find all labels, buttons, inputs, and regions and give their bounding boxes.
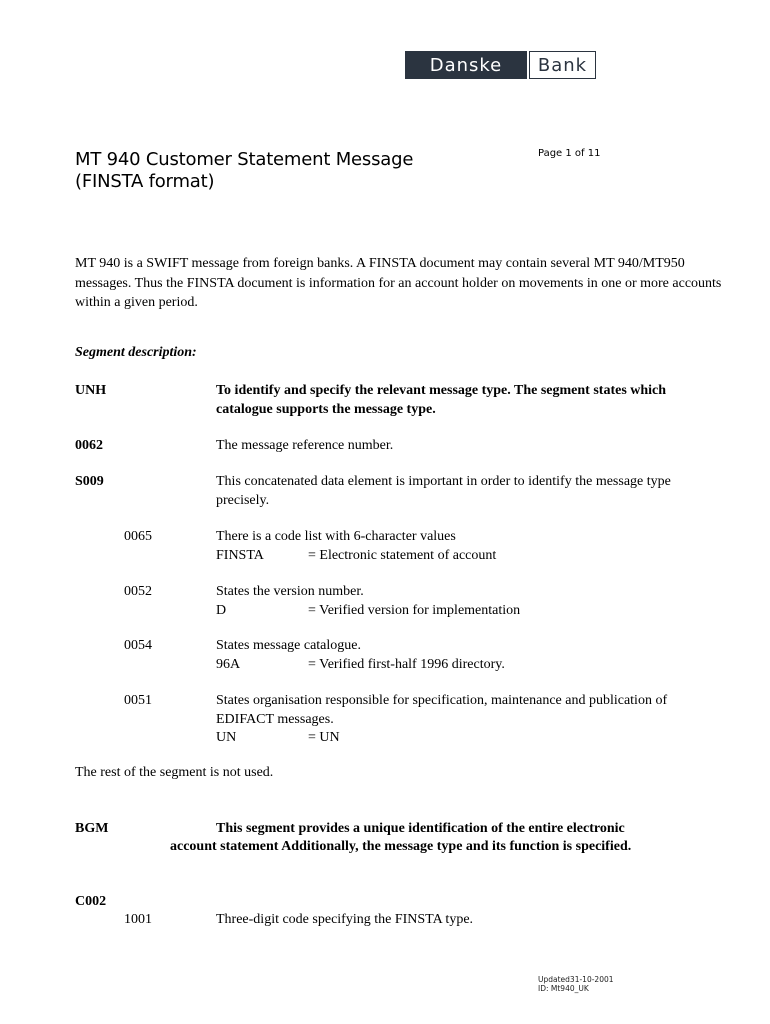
element-0065-key: FINSTA	[216, 547, 264, 563]
element-0052-line-1: States the version number.	[216, 584, 364, 599]
bgm-line-1: This segment provides a unique identification of the entire electronic	[216, 821, 625, 836]
element-0065-description	[216, 528, 726, 565]
unh-line-1: To identify and specify the relevant message type. The segment states which	[216, 383, 667, 398]
element-0052-value: = Verified version for implementation	[308, 602, 521, 618]
element-0054-value-row	[216, 656, 726, 675]
element-0051-line-2: EDIFACT messages.	[216, 711, 334, 727]
bgm-line-2: account statement Additionally, the message type and its function is specified.	[170, 839, 632, 854]
c002-code: C002	[75, 894, 107, 909]
element-0051-key: UN	[216, 730, 237, 745]
element-0054-value: = Verified first-half 1996 directory.	[308, 656, 505, 672]
element-0062-description: The message reference number.	[216, 438, 394, 453]
page-number: Page 1 of 11	[538, 148, 601, 159]
logo-bank: Bank	[529, 51, 596, 79]
title-line-2: (FINSTA format)	[75, 171, 215, 192]
element-0054-description	[216, 637, 726, 674]
danske-bank-logo	[405, 51, 596, 79]
element-0051-value-row	[216, 729, 726, 748]
s009-code: S009	[75, 474, 104, 489]
element-0052-key: D	[216, 602, 227, 618]
unh-code: UNH	[75, 383, 107, 398]
document-title	[75, 149, 413, 193]
element-0062-code: 0062	[75, 438, 103, 453]
element-0054-line-1: States message catalogue.	[216, 638, 362, 653]
logo-danske: Danske	[405, 51, 527, 79]
element-1001-description: Three-digit code specifying the FINSTA type.	[216, 912, 474, 927]
element-0051-code: 0051	[124, 693, 152, 708]
s009-line-1: This concatenated data element is important in order to identify the message type	[216, 474, 671, 489]
bgm-code: BGM	[75, 821, 109, 836]
s009-description	[216, 473, 726, 510]
element-0051-value: = UN	[308, 730, 340, 745]
element-0065-value-row	[216, 547, 726, 566]
element-0052-code: 0052	[124, 584, 152, 599]
unh-description	[216, 382, 726, 419]
intro-paragraph: MT 940 is a SWIFT message from foreign banks. A FINSTA document may contain several MT 940/MT950 messages. Thus the FINSTA document is information for an account holder on movements in one or more accounts within a given period.	[75, 256, 722, 310]
title-line-1: MT 940 Customer Statement Message	[75, 149, 414, 170]
element-0054-code: 0054	[124, 638, 152, 653]
element-0065-line-1: There is a code list with 6-character values	[216, 529, 456, 544]
rest-of-segment-note: The rest of the segment is not used.	[75, 765, 274, 780]
footer-id: ID: Mt940_UK	[538, 984, 589, 993]
element-0054-key: 96A	[216, 656, 241, 672]
element-0052-value-row	[216, 602, 726, 621]
footer-updated: Updated31-10-2001	[538, 975, 614, 984]
element-0051-description	[216, 692, 726, 748]
footer	[538, 975, 614, 993]
element-0052-description	[216, 583, 726, 620]
element-0051-line-1: States organisation responsible for specification, maintenance and publication of	[216, 693, 668, 708]
segment-description-heading: Segment description:	[75, 345, 197, 360]
unh-line-2: catalogue supports the message type.	[216, 401, 436, 417]
element-0065-value: = Electronic statement of account	[308, 547, 497, 563]
element-1001-code: 1001	[124, 912, 152, 927]
s009-line-2: precisely.	[216, 492, 270, 508]
element-0065-code: 0065	[124, 529, 152, 544]
